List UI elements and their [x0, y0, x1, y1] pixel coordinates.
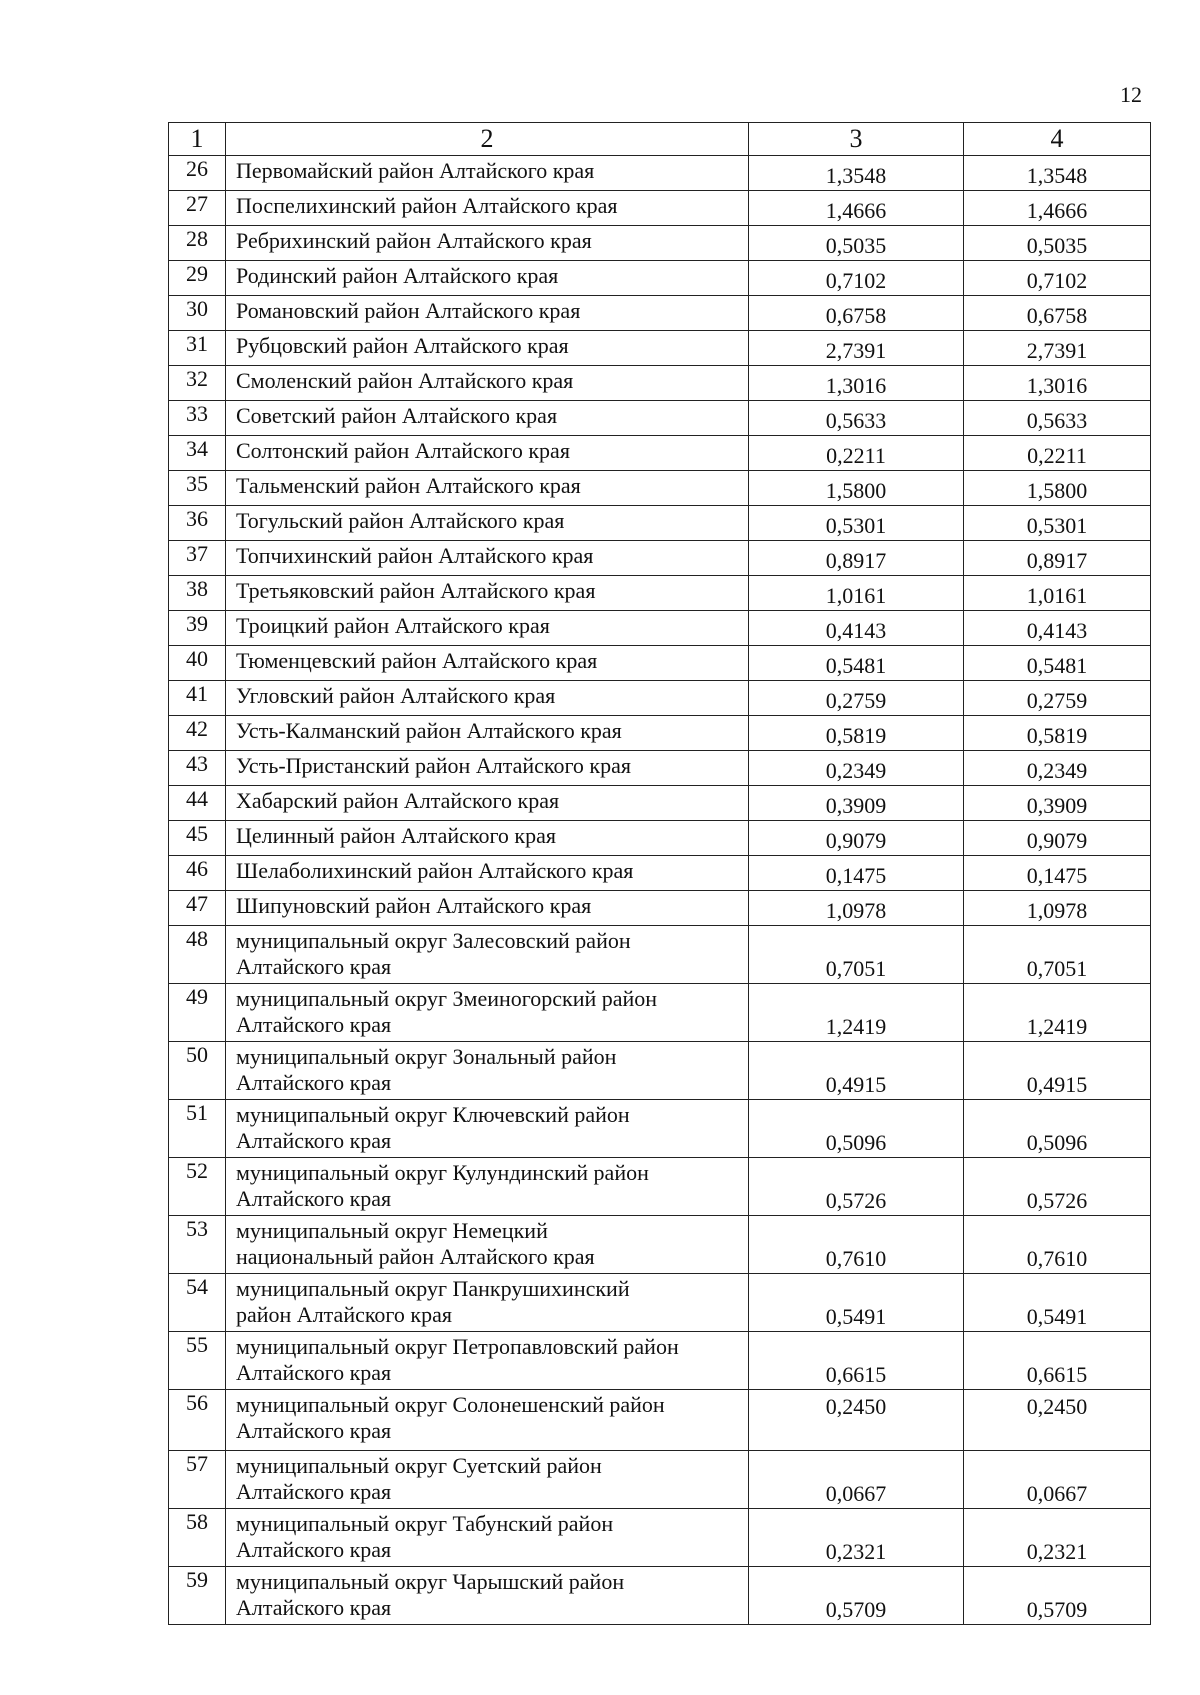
table-row — [169, 331, 1151, 366]
coefficient-col-4-cell: 0,5096 — [964, 1100, 1151, 1158]
row-number-cell: 29 — [169, 261, 226, 296]
coefficient-col-3-cell: 0,5633 — [749, 401, 964, 436]
coefficient-col-4-cell: 0,1475 — [964, 856, 1151, 891]
municipality-name-line: муниципальный округ Залесовский район — [236, 928, 631, 953]
row-number-cell: 48 — [169, 926, 226, 984]
municipality-name-cell — [226, 226, 749, 261]
table-row — [169, 156, 1151, 191]
municipality-name-line: Первомайский район Алтайского края — [236, 158, 595, 183]
municipality-name-line: Смоленский район Алтайского края — [236, 368, 574, 393]
municipality-name-cell — [226, 1042, 749, 1100]
municipality-name-cell — [226, 716, 749, 751]
table-row — [169, 366, 1151, 401]
table-row — [169, 856, 1151, 891]
municipality-name-line: Алтайского края — [236, 954, 392, 979]
coefficient-col-4-cell: 1,0161 — [964, 576, 1151, 611]
coefficient-col-3-cell: 0,7051 — [749, 926, 964, 984]
coefficient-col-3-cell: 0,2759 — [749, 681, 964, 716]
coefficient-col-3-cell: 0,0667 — [749, 1451, 964, 1509]
coefficient-col-4-cell: 0,6758 — [964, 296, 1151, 331]
coefficient-col-3-cell: 0,1475 — [749, 856, 964, 891]
coefficient-col-4-cell: 0,7610 — [964, 1216, 1151, 1274]
municipality-name-line: Шелаболихинский район Алтайского края — [236, 858, 634, 883]
row-number-cell: 32 — [169, 366, 226, 401]
municipality-name-line: Рубцовский район Алтайского края — [236, 333, 569, 358]
table-row — [169, 821, 1151, 856]
table-row — [169, 576, 1151, 611]
municipality-name-line: Алтайского края — [236, 1360, 392, 1385]
table-row — [169, 984, 1151, 1042]
municipality-name-line: муниципальный округ Змеиногорский район — [236, 986, 658, 1011]
row-number-cell: 40 — [169, 646, 226, 681]
municipality-name-line: Хабарский район Алтайского края — [236, 788, 560, 813]
municipality-name-line: Родинский район Алтайского края — [236, 263, 559, 288]
row-number-cell: 42 — [169, 716, 226, 751]
coefficient-col-4-cell: 0,5491 — [964, 1274, 1151, 1332]
table-row — [169, 1332, 1151, 1390]
municipality-name-cell — [226, 1390, 749, 1451]
coefficient-col-4-cell: 0,4915 — [964, 1042, 1151, 1100]
municipality-name-cell — [226, 296, 749, 331]
municipality-name-cell — [226, 611, 749, 646]
coefficient-col-4-cell: 0,5726 — [964, 1158, 1151, 1216]
municipality-name-line: муниципальный округ Суетский район — [236, 1453, 602, 1478]
header-col-4: 4 — [964, 123, 1151, 156]
row-number-cell: 44 — [169, 786, 226, 821]
municipality-name-cell — [226, 1216, 749, 1274]
municipality-name-line: муниципальный округ Петропавловский район — [236, 1334, 679, 1359]
coefficient-col-4-cell: 1,3016 — [964, 366, 1151, 401]
municipality-name-line: муниципальный округ Чарышский район — [236, 1569, 625, 1594]
row-number-cell: 47 — [169, 891, 226, 926]
municipality-name-line: Шипуновский район Алтайского края — [236, 893, 592, 918]
row-number-cell: 37 — [169, 541, 226, 576]
coefficient-col-3-cell: 0,2211 — [749, 436, 964, 471]
municipality-name-line: Ребрихинский район Алтайского края — [236, 228, 592, 253]
header-col-2: 2 — [226, 123, 749, 156]
table-row — [169, 926, 1151, 984]
coefficient-col-3-cell: 0,2450 — [749, 1390, 964, 1451]
coefficient-col-4-cell: 0,5633 — [964, 401, 1151, 436]
municipality-name-line: муниципальный округ Панкрушихинский — [236, 1276, 630, 1301]
municipality-name-line: Тальменский район Алтайского края — [236, 473, 581, 498]
coefficient-col-3-cell: 0,6758 — [749, 296, 964, 331]
municipality-name-line: национальный район Алтайского края — [236, 1244, 595, 1269]
row-number-cell: 45 — [169, 821, 226, 856]
row-number-cell: 35 — [169, 471, 226, 506]
municipality-name-line: Угловский район Алтайского края — [236, 683, 556, 708]
table-row — [169, 751, 1151, 786]
row-number-cell: 38 — [169, 576, 226, 611]
coefficient-col-3-cell: 0,9079 — [749, 821, 964, 856]
table-row — [169, 226, 1151, 261]
municipality-name-cell — [226, 681, 749, 716]
municipality-name-cell — [226, 1451, 749, 1509]
municipality-name-cell — [226, 751, 749, 786]
municipality-name-line: муниципальный округ Солонешенский район — [236, 1392, 665, 1417]
table-row — [169, 1451, 1151, 1509]
table-row — [169, 1390, 1151, 1451]
coefficient-col-4-cell: 0,5709 — [964, 1567, 1151, 1625]
coefficient-col-3-cell: 1,5800 — [749, 471, 964, 506]
municipality-name-line: Тогульский район Алтайского края — [236, 508, 565, 533]
municipality-name-line: Третьяковский район Алтайского края — [236, 578, 596, 603]
coefficient-col-3-cell: 0,5726 — [749, 1158, 964, 1216]
municipality-name-line: Усть-Пристанский район Алтайского края — [236, 753, 632, 778]
municipality-name-cell — [226, 191, 749, 226]
municipality-name-line: Алтайского края — [236, 1070, 392, 1095]
coefficient-col-3-cell: 0,8917 — [749, 541, 964, 576]
header-col-3: 3 — [749, 123, 964, 156]
row-number-cell: 28 — [169, 226, 226, 261]
coefficient-col-3-cell: 2,7391 — [749, 331, 964, 366]
table-row — [169, 436, 1151, 471]
table-row — [169, 506, 1151, 541]
table-row — [169, 1216, 1151, 1274]
table-row — [169, 646, 1151, 681]
municipality-name-cell — [226, 541, 749, 576]
table-row — [169, 261, 1151, 296]
row-number-cell: 46 — [169, 856, 226, 891]
coefficient-col-4-cell: 0,2211 — [964, 436, 1151, 471]
coefficient-col-3-cell: 0,4143 — [749, 611, 964, 646]
table-row — [169, 1274, 1151, 1332]
municipality-name-cell — [226, 366, 749, 401]
municipality-name-line: Троицкий район Алтайского края — [236, 613, 550, 638]
table-row — [169, 681, 1151, 716]
coefficient-col-4-cell: 0,5819 — [964, 716, 1151, 751]
row-number-cell: 53 — [169, 1216, 226, 1274]
coefficient-col-3-cell: 0,5481 — [749, 646, 964, 681]
municipality-name-cell — [226, 401, 749, 436]
municipality-name-cell — [226, 331, 749, 366]
table-row — [169, 191, 1151, 226]
municipality-name-line: Советский район Алтайского края — [236, 403, 558, 428]
coefficient-col-3-cell: 0,5709 — [749, 1567, 964, 1625]
coefficient-col-3-cell: 0,2321 — [749, 1509, 964, 1567]
municipality-name-line: муниципальный округ Ключевский район — [236, 1102, 630, 1127]
row-number-cell: 27 — [169, 191, 226, 226]
municipality-name-cell — [226, 156, 749, 191]
municipality-name-line: Алтайского края — [236, 1479, 392, 1504]
municipality-name-line: Алтайского края — [236, 1186, 392, 1211]
coefficient-col-3-cell: 0,4915 — [749, 1042, 964, 1100]
row-number-cell: 36 — [169, 506, 226, 541]
page-number: 12 — [1120, 82, 1142, 107]
coefficient-col-4-cell: 1,2419 — [964, 984, 1151, 1042]
coefficient-col-4-cell: 0,6615 — [964, 1332, 1151, 1390]
municipality-name-cell — [226, 926, 749, 984]
municipality-name-cell — [226, 1274, 749, 1332]
table-row — [169, 541, 1151, 576]
row-number-cell: 41 — [169, 681, 226, 716]
coefficient-col-4-cell: 0,8917 — [964, 541, 1151, 576]
coefficient-col-3-cell: 0,5491 — [749, 1274, 964, 1332]
municipality-name-line: муниципальный округ Кулундинский район — [236, 1160, 649, 1185]
coefficient-col-4-cell: 1,4666 — [964, 191, 1151, 226]
municipality-name-cell — [226, 786, 749, 821]
municipality-name-line: муниципальный округ Немецкий — [236, 1218, 548, 1243]
row-number-cell: 31 — [169, 331, 226, 366]
coefficient-col-3-cell: 0,6615 — [749, 1332, 964, 1390]
table-row — [169, 1042, 1151, 1100]
coefficient-col-4-cell: 0,5035 — [964, 226, 1151, 261]
coefficient-col-3-cell: 1,3548 — [749, 156, 964, 191]
municipality-name-line: Алтайского края — [236, 1595, 392, 1620]
municipality-name-cell — [226, 436, 749, 471]
row-number-cell: 59 — [169, 1567, 226, 1625]
coefficient-col-4-cell: 0,5301 — [964, 506, 1151, 541]
row-number-cell: 51 — [169, 1100, 226, 1158]
coefficient-col-4-cell: 0,2321 — [964, 1509, 1151, 1567]
municipality-name-cell — [226, 984, 749, 1042]
coefficient-col-4-cell: 1,0978 — [964, 891, 1151, 926]
row-number-cell: 50 — [169, 1042, 226, 1100]
coefficient-col-4-cell: 0,7102 — [964, 261, 1151, 296]
coefficient-col-3-cell: 0,3909 — [749, 786, 964, 821]
coefficient-col-3-cell: 0,5035 — [749, 226, 964, 261]
municipality-name-line: район Алтайского края — [236, 1302, 452, 1327]
municipality-name-line: Целинный район Алтайского края — [236, 823, 556, 848]
table-row — [169, 1509, 1151, 1567]
table-header-row — [169, 123, 1151, 156]
coefficient-col-4-cell: 0,3909 — [964, 786, 1151, 821]
coefficient-col-4-cell: 0,2349 — [964, 751, 1151, 786]
municipality-name-line: Алтайского края — [236, 1418, 392, 1443]
row-number-cell: 39 — [169, 611, 226, 646]
table-row — [169, 1567, 1151, 1625]
coefficient-col-3-cell: 0,7610 — [749, 1216, 964, 1274]
table-row — [169, 1100, 1151, 1158]
municipality-name-cell — [226, 576, 749, 611]
row-number-cell: 43 — [169, 751, 226, 786]
coefficient-col-4-cell: 0,5481 — [964, 646, 1151, 681]
municipality-name-cell — [226, 261, 749, 296]
municipality-name-line: Поспелихинский район Алтайского края — [236, 193, 618, 218]
coefficient-col-4-cell: 0,2759 — [964, 681, 1151, 716]
coefficient-col-3-cell: 0,5819 — [749, 716, 964, 751]
coefficient-col-3-cell: 1,0161 — [749, 576, 964, 611]
coefficient-col-4-cell: 0,9079 — [964, 821, 1151, 856]
table-row — [169, 611, 1151, 646]
coefficient-col-3-cell: 1,0978 — [749, 891, 964, 926]
table-row — [169, 1158, 1151, 1216]
table-row — [169, 786, 1151, 821]
coefficient-col-3-cell: 0,7102 — [749, 261, 964, 296]
municipality-name-cell — [226, 646, 749, 681]
header-col-1: 1 — [169, 123, 226, 156]
coefficient-col-4-cell: 1,5800 — [964, 471, 1151, 506]
municipality-name-line: Романовский район Алтайского края — [236, 298, 581, 323]
row-number-cell: 49 — [169, 984, 226, 1042]
municipality-name-cell — [226, 1509, 749, 1567]
coefficient-col-3-cell: 1,4666 — [749, 191, 964, 226]
municipality-name-cell — [226, 1158, 749, 1216]
coefficient-col-3-cell: 0,5301 — [749, 506, 964, 541]
municipality-name-cell — [226, 1100, 749, 1158]
row-number-cell: 55 — [169, 1332, 226, 1390]
municipality-coefficients-table — [168, 122, 1151, 1625]
municipality-name-line: Алтайского края — [236, 1537, 392, 1562]
municipality-name-line: Усть-Калманский район Алтайского края — [236, 718, 622, 743]
municipality-name-cell — [226, 821, 749, 856]
municipality-name-line: Топчихинский район Алтайского края — [236, 543, 594, 568]
municipality-name-line: Тюменцевский район Алтайского края — [236, 648, 598, 673]
coefficient-col-4-cell: 0,2450 — [964, 1390, 1151, 1451]
municipality-name-cell — [226, 1332, 749, 1390]
coefficient-col-3-cell: 1,3016 — [749, 366, 964, 401]
coefficient-col-3-cell: 0,5096 — [749, 1100, 964, 1158]
municipality-name-line: муниципальный округ Зональный район — [236, 1044, 617, 1069]
coefficient-col-4-cell: 0,7051 — [964, 926, 1151, 984]
coefficient-col-3-cell: 0,2349 — [749, 751, 964, 786]
row-number-cell: 30 — [169, 296, 226, 331]
row-number-cell: 54 — [169, 1274, 226, 1332]
municipality-name-line: Алтайского края — [236, 1128, 392, 1153]
coefficient-col-3-cell: 1,2419 — [749, 984, 964, 1042]
municipality-name-line: Солтонский район Алтайского края — [236, 438, 570, 463]
municipality-name-cell — [226, 891, 749, 926]
municipality-name-line: муниципальный округ Табунский район — [236, 1511, 614, 1536]
table-row — [169, 891, 1151, 926]
municipality-name-cell — [226, 506, 749, 541]
coefficient-col-4-cell: 0,4143 — [964, 611, 1151, 646]
coefficient-col-4-cell: 1,3548 — [964, 156, 1151, 191]
row-number-cell: 52 — [169, 1158, 226, 1216]
municipality-name-cell — [226, 856, 749, 891]
table-row — [169, 716, 1151, 751]
coefficient-col-4-cell: 2,7391 — [964, 331, 1151, 366]
table-row — [169, 471, 1151, 506]
municipality-name-line: Алтайского края — [236, 1012, 392, 1037]
row-number-cell: 26 — [169, 156, 226, 191]
row-number-cell: 58 — [169, 1509, 226, 1567]
table-row — [169, 296, 1151, 331]
row-number-cell: 56 — [169, 1390, 226, 1451]
coefficient-col-4-cell: 0,0667 — [964, 1451, 1151, 1509]
municipality-name-cell — [226, 1567, 749, 1625]
row-number-cell: 34 — [169, 436, 226, 471]
table-row — [169, 401, 1151, 436]
municipality-name-cell — [226, 471, 749, 506]
row-number-cell: 57 — [169, 1451, 226, 1509]
row-number-cell: 33 — [169, 401, 226, 436]
